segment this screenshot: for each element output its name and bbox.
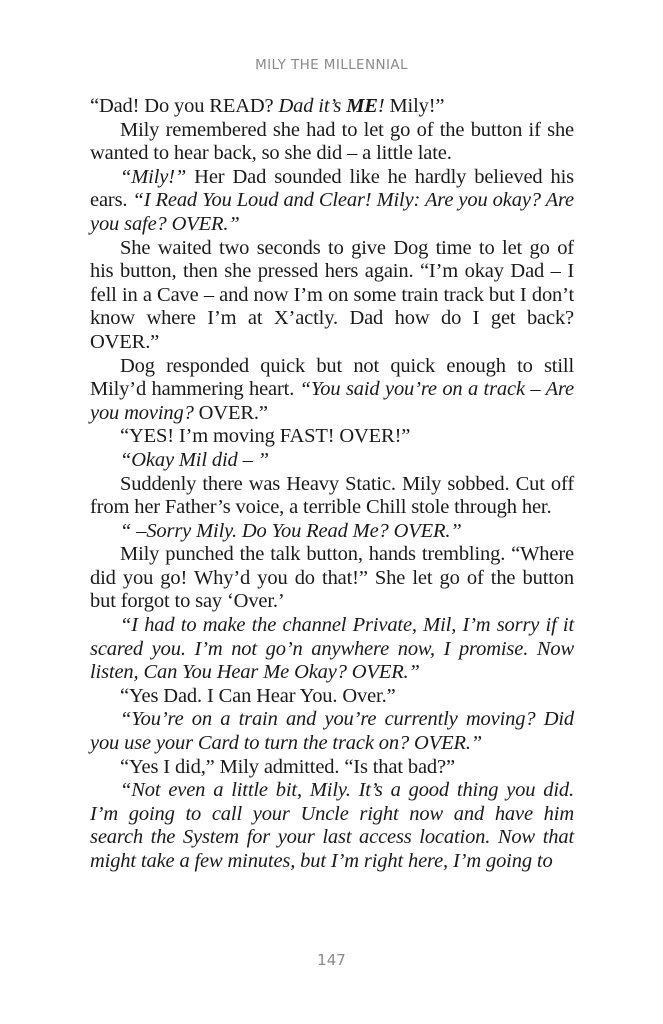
text-run: “Not even a little bit, Mily. It’s a good thing you did. I’m going to call your Uncle right now and have him search the System for your last access location. Now that might take a few minutes, but I’m right here, I’m going to: [90, 779, 574, 872]
text-run: Dad it’s: [278, 95, 347, 117]
paragraph: [90, 166, 574, 237]
paragraph: [90, 543, 574, 614]
text-run: “You’re on a train and you’re currently moving? Did you use your Card to turn the track on? OVER.”: [90, 708, 574, 755]
paragraph: [90, 449, 574, 473]
paragraph: [90, 708, 574, 755]
paragraph: [90, 756, 574, 780]
text-run: Mily punched the talk button, hands trembling. “Where did you go! Why’d you do that!” She let go of the button but forgot to say ‘Over.’: [90, 543, 574, 613]
text-run: Mily!”: [389, 95, 445, 117]
running-head: MILY THE MILLENNIAL: [255, 57, 408, 73]
text-run: “Mily!”: [120, 165, 187, 188]
text-run: Mily remembered she had to let go of the button if she wanted to hear back, so she did – a little late.: [90, 118, 574, 165]
paragraph: [90, 119, 574, 166]
text-run: “Yes I did,” Mily admitted. “Is that bad?”: [120, 755, 455, 778]
text-run: Suddenly there was Heavy Static. Mily sobbed. Cut off from her Father’s voice, a terrible Chill stole through her.: [90, 472, 574, 519]
paragraph: [90, 685, 574, 709]
text-run: “I had to make the channel Private, Mil, I’m sorry if it scared you. I’m not go’n anywhere now, I promise. Now listen, Can You Hear Me Okay? OVER.”: [90, 614, 574, 684]
text-run: “Yes Dad. I Can Hear You. Over.”: [120, 684, 396, 707]
text-run: OVER.”: [198, 401, 268, 424]
text-run: “I Read You Loud and Clear! Mily: Are you okay? Are you safe? OVER.”: [90, 189, 574, 235]
text-run: She waited two seconds to give Dog time to let go of his button, then she pressed hers again. “I’m okay Dad – I fell in a Cave – and now I’m on some train track but I don’t know where I’m at X’actly. Dad how do I get back? OVER.”: [90, 236, 574, 353]
body-text: [90, 95, 574, 874]
paragraph: [90, 614, 574, 685]
paragraph: [90, 237, 574, 355]
paragraph: [90, 425, 574, 449]
text-run: !: [377, 95, 390, 117]
text-run: “Dad! Do you READ?: [90, 95, 279, 117]
paragraph: [90, 95, 574, 119]
text-run: “You said you’re on a track – Are you moving?: [90, 378, 574, 424]
text-run: Dog responded quick but not quick enough to still Mily’d hammering heart.: [90, 354, 574, 401]
paragraph: [90, 473, 574, 520]
paragraph: [90, 520, 574, 544]
text-run: Her Dad sounded like he hardly believed his ears.: [90, 165, 574, 212]
text-run: “ –Sorry Mily. Do You Read Me? OVER.”: [120, 519, 462, 542]
page-number: 147: [317, 951, 346, 969]
text-run: “YES! I’m moving FAST! OVER!”: [120, 425, 411, 448]
paragraph: [90, 779, 574, 873]
paragraph: [90, 355, 574, 426]
text-run: ME: [346, 95, 378, 117]
text-run: “Okay Mil did – ”: [120, 448, 269, 471]
